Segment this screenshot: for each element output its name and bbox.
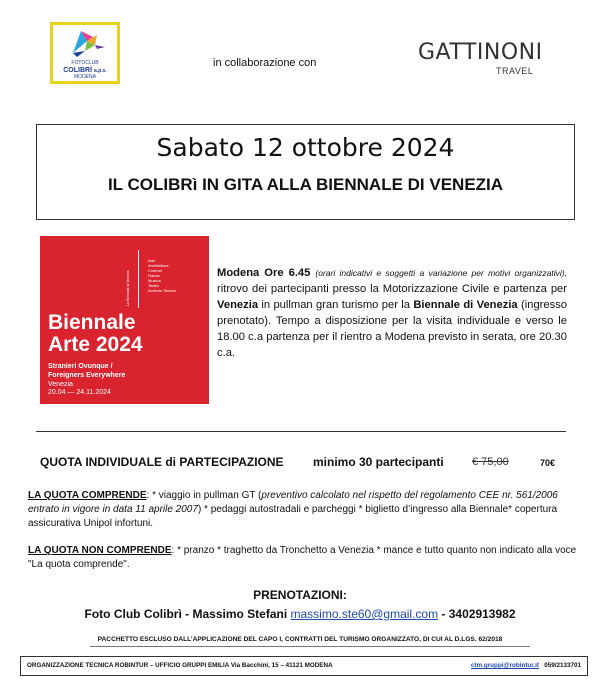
poster-line2: Arte 2024 <box>48 333 143 356</box>
discipline-item: Architettura <box>148 263 169 268</box>
quota-excludes <box>28 544 590 572</box>
logo-city: MODENA <box>74 74 96 80</box>
logo-name-text: COLIBRÌ <box>63 67 93 74</box>
trip-description <box>217 265 567 361</box>
discipline-item: Archivio Storico <box>148 288 176 293</box>
title-box <box>36 124 575 220</box>
partner-logo-name: GATTINONI <box>418 40 543 65</box>
old-price: € 75,00 <box>472 456 509 468</box>
discipline-item: Musica <box>148 278 161 283</box>
discipline-item: Cinema <box>148 268 162 273</box>
poster-side-text: La Biennale di Venezia <box>126 270 130 306</box>
footer-email-link[interactable]: ctm.gruppi@robintur.it <box>470 662 539 669</box>
bookings-title: PRENOTAZIONI: <box>253 588 347 602</box>
section-divider <box>36 431 566 432</box>
quota-minimum: minimo 30 partecipanti <box>313 455 444 469</box>
poster-disciplines <box>148 258 176 293</box>
footer-phone: 059/2133701 <box>544 662 581 669</box>
footer-contacts <box>471 662 581 669</box>
includes-text-b: ) * pedaggi autostradali e parcheggi * biglietto d’ingresso alla Biennale* copertura assicurativa Unipol infortuni. <box>28 504 558 529</box>
poster-sub1: Stranieri Ovunque / <box>48 363 113 370</box>
collaboration-text: in collaborazione con <box>213 57 317 69</box>
includes-text-italic: preventivo calcolato nel rispetto del regolamento CEE nr. 561/2006 entrato in vigore in data 11 aprile 2007 <box>28 490 558 515</box>
quota-label: QUOTA INDIVIDUALE di PARTECIPAZIONE <box>40 455 284 469</box>
event-date: Sabato 12 ottobre 2024 <box>156 133 455 162</box>
footer-box <box>20 656 588 676</box>
event-name: Biennale di Venezia <box>413 299 518 311</box>
description-part2: in pullman gran turismo per la <box>261 299 410 311</box>
excludes-label: LA QUOTA NON COMPRENDE <box>28 545 172 556</box>
footer-org: ORGANIZZAZIONE TECNICA ROBINTUR – UFFICIO GRUPPI EMILIA Via Bacchini, 15 – 41121 MODENA <box>27 662 333 669</box>
discipline-item: Danza <box>148 273 160 278</box>
new-price: 70€ <box>540 458 556 468</box>
contact-email-link[interactable]: massimo.ste60@gmail.com <box>290 607 439 621</box>
hummingbird-icon <box>67 27 107 59</box>
includes-label: LA QUOTA COMPRENDE <box>28 490 147 501</box>
event-title: IL COLIBRì IN GITA ALLA BIENNALE DI VENEZIA <box>107 175 504 194</box>
legal-note: PACCHETTO ESCLUSO DALL’APPLICAZIONE DEL CAPO I, CONTRATTI DEL TURISMO ORGANIZZATO, DI CUI AL D.LGS. 62/2018 <box>97 636 503 643</box>
partner-logo-sub: TRAVEL <box>496 66 534 76</box>
colibri-logo <box>50 22 120 84</box>
bookings-contact <box>0 607 600 621</box>
legal-note-underline <box>90 646 530 647</box>
poster-line1: Biennale <box>48 311 136 334</box>
poster-place: Venezia <box>48 381 73 388</box>
time-note: (orari indicativi e soggetti a variazione per motivi organizzativi), <box>315 268 567 278</box>
description-part1: ritrovo dei partecipanti presso la Motorizzazione Civile e partenza per <box>217 283 567 295</box>
poster-sub2: Foreigners Everywhere <box>48 372 126 379</box>
contact-phone: - 3402913982 <box>441 607 516 621</box>
biennale-poster <box>40 236 209 404</box>
departure-time: Modena Ore 6.45 <box>217 267 311 279</box>
logo-suffix: a.p.s. <box>93 68 107 74</box>
contact-name: Foto Club Colibrì - Massimo Stefani <box>84 607 288 621</box>
logo-top-text: FOTOCLUB <box>71 60 99 66</box>
poster-dates: 20.04 — 24.11.2024 <box>48 389 111 396</box>
discipline-item: Arte <box>148 258 156 263</box>
poster-divider <box>138 250 139 308</box>
excludes-text: : * pranzo * traghetto da Tronchetto a Venezia * mance e tutto quanto non indicato alla voce "La quota comprende". <box>28 545 577 570</box>
description-part3: (ingresso prenotato). Tempo a disposizione per la visita individuale e verso le 18.00 c.a partenza per il rientro a Modena previsto in serata, ore 20.30 c.a. <box>217 299 568 359</box>
includes-text-a: : * viaggio in pullman GT ( <box>146 490 262 501</box>
quota-includes <box>28 489 590 531</box>
discipline-item: Teatro <box>148 283 160 288</box>
destination-city: Venezia <box>217 299 259 311</box>
